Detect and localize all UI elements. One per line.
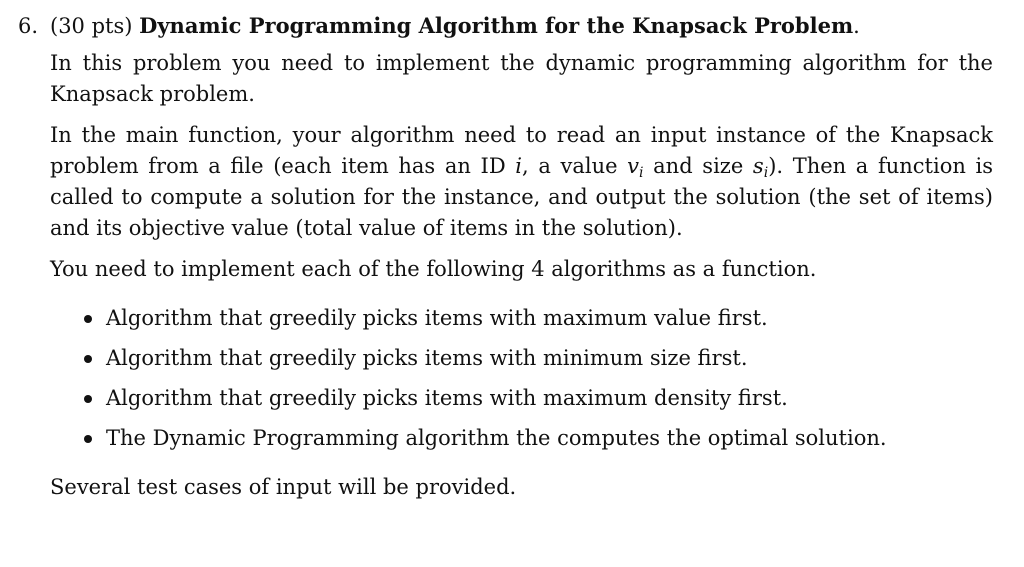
list-item (80, 303, 993, 334)
list-item-text: Algorithm that greedily picks items with minimum size first. (106, 346, 748, 370)
title-period: . (853, 14, 860, 38)
algorithm-list (50, 303, 993, 454)
list-item-text: The Dynamic Programming algorithm the computes the optimal solution. (106, 426, 887, 450)
item-id-variable: i (515, 154, 523, 178)
problem-body (50, 48, 993, 503)
value-variable-subscript: i (639, 165, 644, 181)
bullet-icon (84, 395, 92, 403)
list-item (80, 383, 993, 414)
problem-6 (18, 10, 993, 503)
value-variable: v (627, 154, 640, 178)
problem-title: Dynamic Programming Algorithm for the Knapsack Problem (139, 13, 854, 38)
input-paragraph-text-4: ). Then a function is called to compute a solution for the instance, and output the solution (the set of items) and its objective value (total value of items in the solution). (50, 154, 993, 240)
bullet-icon (84, 435, 92, 443)
list-item (80, 423, 993, 454)
problem-header (18, 10, 993, 42)
input-paragraph-text-1: In the main function, your algorithm need to read an input instance of the Knapsack problem from a file (each item has an ID (50, 123, 993, 178)
bullet-icon (84, 355, 92, 363)
bullet-icon (84, 315, 92, 323)
size-variable-subscript: i (763, 165, 769, 181)
input-paragraph-text-2: , a value (522, 154, 628, 178)
task-paragraph: You need to implement each of the following 4 algorithms as a function. (50, 257, 817, 281)
input-paragraph-text-3: and size (643, 154, 753, 178)
closing-paragraph: Several test cases of input will be provided. (50, 475, 517, 499)
problem-number: 6. (18, 14, 39, 38)
list-item-text: Algorithm that greedily picks items with maximum density first. (106, 386, 788, 410)
intro-paragraph: In this problem you need to implement the dynamic programming algorithm for the Knapsack problem. (50, 51, 993, 106)
input-paragraph (50, 120, 993, 244)
list-item-text: Algorithm that greedily picks items with maximum value first. (106, 306, 768, 330)
size-variable: s (752, 154, 764, 178)
problem-points: (30 pts) (50, 14, 133, 38)
list-item (80, 343, 993, 374)
